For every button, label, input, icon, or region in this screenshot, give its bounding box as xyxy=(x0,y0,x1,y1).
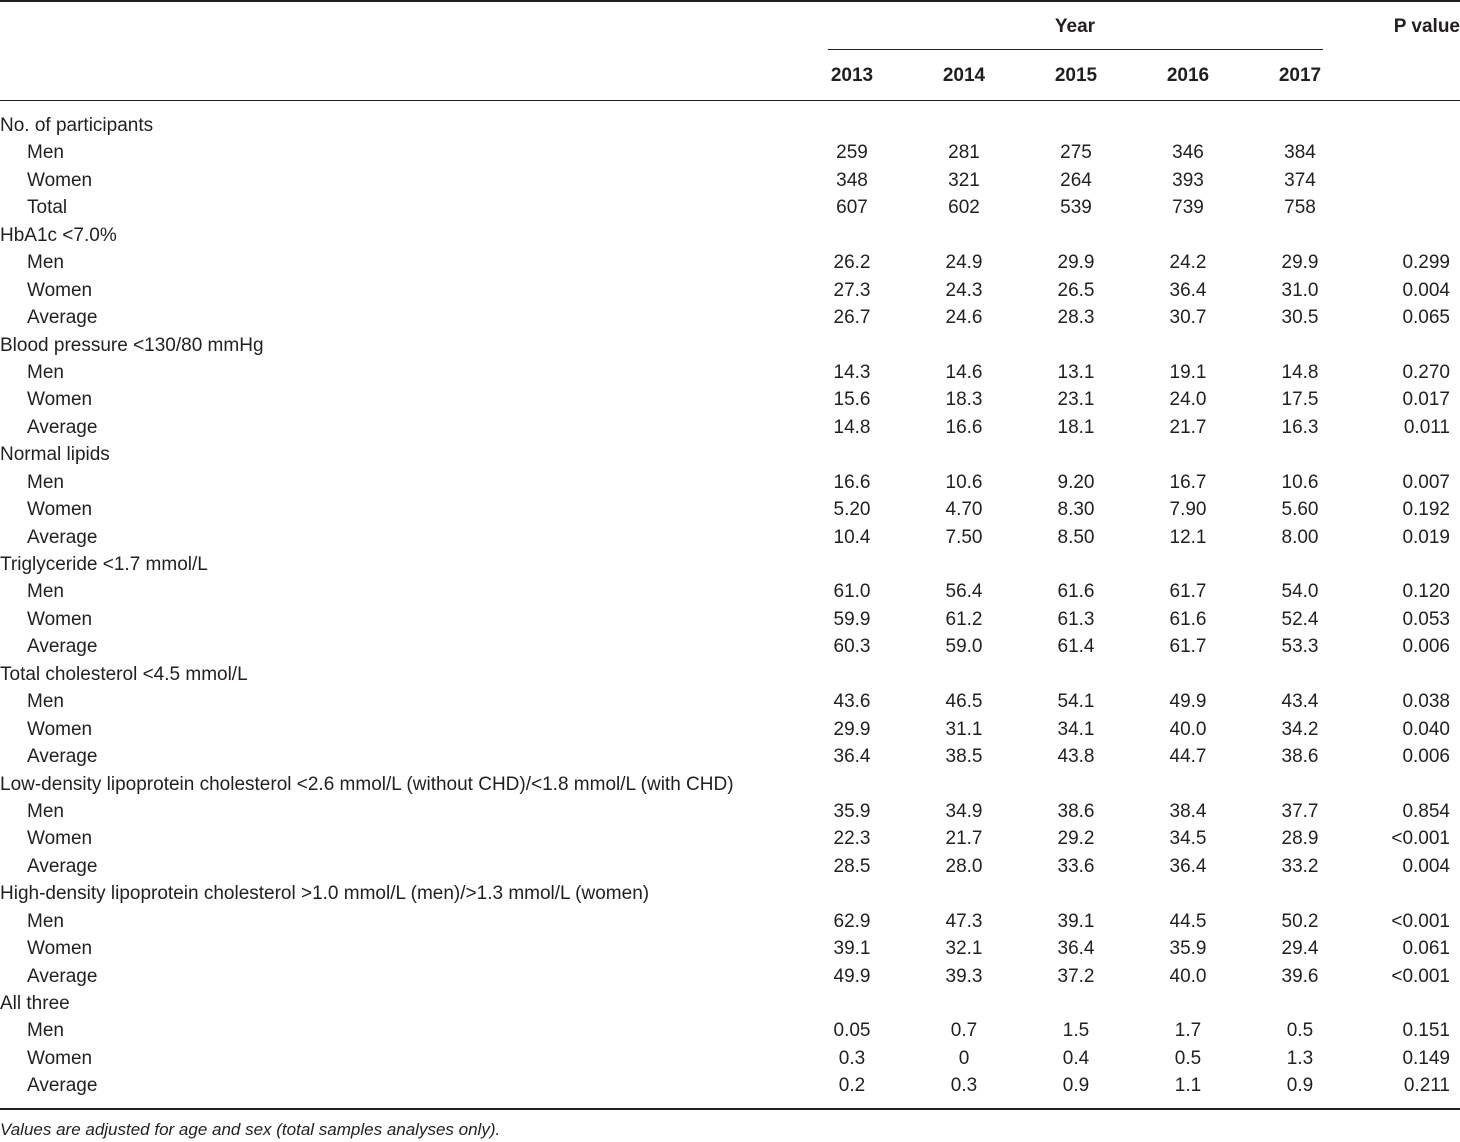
table-row xyxy=(0,716,1460,743)
cell-2016: 61.7 xyxy=(1169,636,1207,658)
cell-2014: 34.9 xyxy=(945,800,983,822)
table-row xyxy=(0,414,1460,441)
cell-2017: 28.9 xyxy=(1281,828,1319,850)
table-group-row xyxy=(0,551,1460,578)
row-label: Men xyxy=(27,1020,64,1042)
table-body xyxy=(0,112,1460,1100)
cell-2017: 53.3 xyxy=(1281,636,1319,658)
cell-2016: 1.1 xyxy=(1174,1075,1202,1097)
cell-2015: 9.20 xyxy=(1057,471,1095,493)
table-row xyxy=(0,935,1460,962)
cell-2016: 7.90 xyxy=(1169,499,1207,521)
cell-2016: 34.5 xyxy=(1169,828,1207,850)
table-row xyxy=(0,606,1460,633)
cell-2016: 21.7 xyxy=(1169,416,1207,438)
row-label: Total xyxy=(27,197,68,219)
group-label: Low-density lipoprotein cholesterol <2.6 mmol/L (without CHD)/<1.8 mmol/L (with CHD) xyxy=(0,773,734,795)
table-row xyxy=(0,304,1460,331)
cell-p-value: 0.149 xyxy=(1402,1047,1450,1069)
table-row xyxy=(0,1072,1460,1099)
cell-2017: 37.7 xyxy=(1281,800,1319,822)
cell-2013: 26.7 xyxy=(833,307,871,329)
cell-2016: 61.7 xyxy=(1169,581,1207,603)
group-label: All three xyxy=(0,993,70,1014)
cell-2016: 739 xyxy=(1172,197,1204,219)
cell-2013: 62.9 xyxy=(833,910,871,932)
cell-p-value: 0.854 xyxy=(1402,800,1450,822)
cell-2015: 1.5 xyxy=(1062,1020,1090,1042)
cell-2013: 29.9 xyxy=(833,718,871,740)
cell-2015: 26.5 xyxy=(1057,279,1095,301)
cell-2015: 13.1 xyxy=(1057,361,1095,383)
cell-2014: 47.3 xyxy=(945,910,983,932)
cell-2014: 39.3 xyxy=(945,965,983,987)
cell-p-value: 0.065 xyxy=(1402,307,1450,329)
table-row xyxy=(0,633,1460,660)
cell-2013: 0.05 xyxy=(833,1020,871,1042)
table-group-row xyxy=(0,771,1460,798)
cell-2015: 18.1 xyxy=(1057,416,1095,438)
table-row xyxy=(0,469,1460,496)
cell-2014: 16.6 xyxy=(945,416,983,438)
year-2014-header: 2014 xyxy=(942,65,986,86)
cell-p-value: <0.001 xyxy=(1391,828,1450,850)
cell-2013: 259 xyxy=(836,142,868,164)
table-row xyxy=(0,963,1460,990)
cell-2013: 348 xyxy=(836,169,868,191)
cell-2015: 8.30 xyxy=(1057,499,1095,521)
cell-p-value: 0.038 xyxy=(1402,691,1450,713)
table-row xyxy=(0,798,1460,825)
row-label: Men xyxy=(27,910,64,932)
cell-2017: 758 xyxy=(1284,197,1316,219)
group-label: Normal lipids xyxy=(0,444,110,466)
cell-2015: 54.1 xyxy=(1057,691,1095,713)
cell-p-value: 0.004 xyxy=(1402,855,1450,877)
cell-2017: 374 xyxy=(1284,169,1316,191)
table-group-row xyxy=(0,990,1460,1017)
table-row xyxy=(0,1045,1460,1072)
cell-2016: 12.1 xyxy=(1169,526,1207,548)
cell-2015: 36.4 xyxy=(1057,938,1095,960)
cell-p-value: <0.001 xyxy=(1391,965,1450,987)
cell-2014: 28.0 xyxy=(945,855,983,877)
cell-2013: 35.9 xyxy=(833,800,871,822)
cell-2017: 17.5 xyxy=(1281,389,1319,411)
year-2017-header: 2017 xyxy=(1278,65,1322,86)
cell-2014: 321 xyxy=(948,169,980,191)
cell-2013: 14.3 xyxy=(833,361,871,383)
row-label: Women xyxy=(27,1047,93,1069)
cell-2014: 0.7 xyxy=(950,1020,978,1042)
cell-2015: 33.6 xyxy=(1057,855,1095,877)
cell-2015: 29.2 xyxy=(1057,828,1095,850)
cell-2015: 37.2 xyxy=(1057,965,1095,987)
cell-2017: 10.6 xyxy=(1281,471,1319,493)
cell-2014: 24.3 xyxy=(945,279,983,301)
cell-p-value: 0.151 xyxy=(1402,1020,1450,1042)
cell-2013: 14.8 xyxy=(833,416,871,438)
cell-p-value: 0.061 xyxy=(1402,938,1450,960)
cell-p-value: 0.006 xyxy=(1402,746,1450,768)
cell-2013: 39.1 xyxy=(833,938,871,960)
cell-2016: 35.9 xyxy=(1169,938,1207,960)
cell-2013: 43.6 xyxy=(833,691,871,713)
cell-2014: 38.5 xyxy=(945,746,983,768)
cell-2015: 0.4 xyxy=(1062,1047,1090,1069)
table-row xyxy=(0,853,1460,880)
cell-2014: 21.7 xyxy=(945,828,983,850)
cell-2017: 31.0 xyxy=(1281,279,1319,301)
row-label: Average xyxy=(27,307,98,329)
cell-2014: 32.1 xyxy=(945,938,983,960)
row-label: Women xyxy=(27,169,93,191)
group-label: High-density lipoprotein cholesterol >1.0 mmol/L (men)/>1.3 mmol/L (women) xyxy=(0,883,650,905)
row-label: Average xyxy=(27,965,98,987)
cell-2016: 61.6 xyxy=(1169,608,1207,630)
table-row xyxy=(0,194,1460,221)
cell-2016: 30.7 xyxy=(1169,307,1207,329)
cell-2017: 43.4 xyxy=(1281,691,1319,713)
row-label: Men xyxy=(27,691,64,713)
cell-2014: 46.5 xyxy=(945,691,983,713)
cell-2015: 0.9 xyxy=(1062,1075,1090,1097)
cell-2016: 44.7 xyxy=(1169,746,1207,768)
table-row xyxy=(0,743,1460,770)
cell-2013: 16.6 xyxy=(833,471,871,493)
cell-2016: 19.1 xyxy=(1169,361,1207,383)
row-label: Average xyxy=(27,416,98,438)
cell-2016: 346 xyxy=(1172,142,1204,164)
cell-2016: 24.2 xyxy=(1169,252,1207,274)
cell-2017: 34.2 xyxy=(1281,718,1319,740)
cell-2013: 22.3 xyxy=(833,828,871,850)
cell-2015: 28.3 xyxy=(1057,307,1095,329)
cell-2014: 602 xyxy=(948,197,980,219)
cell-p-value: 0.017 xyxy=(1402,389,1450,411)
cell-p-value: 0.011 xyxy=(1403,416,1450,438)
row-label: Average xyxy=(27,636,98,658)
p-value-header: P value xyxy=(1393,16,1460,37)
cell-2015: 539 xyxy=(1060,197,1092,219)
cell-2015: 61.6 xyxy=(1057,581,1095,603)
cell-2013: 60.3 xyxy=(833,636,871,658)
row-label: Women xyxy=(27,828,93,850)
cell-2013: 10.4 xyxy=(833,526,871,548)
cell-2014: 14.6 xyxy=(945,361,983,383)
cell-2014: 24.6 xyxy=(945,307,983,329)
header-bottom-rule xyxy=(0,100,1460,101)
cell-2013: 0.2 xyxy=(838,1075,866,1097)
cell-2017: 50.2 xyxy=(1281,910,1319,932)
row-label: Men xyxy=(27,581,64,603)
cell-p-value: 0.120 xyxy=(1402,581,1450,603)
cell-p-value: 0.270 xyxy=(1402,361,1450,383)
cell-p-value: 0.192 xyxy=(1402,499,1450,521)
table-row xyxy=(0,496,1460,523)
table-group-row xyxy=(0,661,1460,688)
cell-2017: 8.00 xyxy=(1281,526,1319,548)
cell-2016: 24.0 xyxy=(1169,389,1207,411)
row-label: Women xyxy=(27,718,93,740)
group-label: No. of participants xyxy=(0,115,154,136)
cell-2014: 0.3 xyxy=(950,1075,978,1097)
cell-2013: 15.6 xyxy=(833,389,871,411)
cell-2015: 23.1 xyxy=(1057,389,1095,411)
cell-2014: 31.1 xyxy=(945,718,983,740)
cell-2013: 27.3 xyxy=(833,279,871,301)
cell-2013: 607 xyxy=(836,197,868,219)
table-row xyxy=(0,139,1460,166)
group-label: Total cholesterol <4.5 mmol/L xyxy=(0,663,248,685)
row-label: Men xyxy=(27,361,64,383)
cell-2017: 0.9 xyxy=(1286,1075,1314,1097)
cell-p-value: 0.019 xyxy=(1402,526,1450,548)
cell-2015: 34.1 xyxy=(1057,718,1095,740)
row-label: Men xyxy=(27,142,64,164)
row-label: Women xyxy=(27,499,93,521)
cell-2014: 10.6 xyxy=(945,471,983,493)
cell-2014: 4.70 xyxy=(945,499,983,521)
cell-2016: 1.7 xyxy=(1174,1020,1202,1042)
cell-p-value: 0.004 xyxy=(1402,279,1450,301)
cell-2016: 36.4 xyxy=(1169,279,1207,301)
cell-2016: 49.9 xyxy=(1169,691,1207,713)
cell-2013: 59.9 xyxy=(833,608,871,630)
year-2013-header: 2013 xyxy=(830,65,874,86)
row-label: Men xyxy=(27,252,64,274)
row-label: Men xyxy=(27,800,64,822)
cell-2015: 61.3 xyxy=(1057,608,1095,630)
cell-2017: 52.4 xyxy=(1281,608,1319,630)
table-row xyxy=(0,578,1460,605)
row-label: Women xyxy=(27,279,93,301)
cell-2015: 43.8 xyxy=(1057,746,1095,768)
cell-2015: 8.50 xyxy=(1057,526,1095,548)
table-row xyxy=(0,249,1460,276)
row-label: Women xyxy=(27,608,93,630)
table-group-row xyxy=(0,441,1460,468)
table-top-rule xyxy=(0,0,1460,2)
cell-p-value: 0.007 xyxy=(1402,471,1450,493)
cell-p-value: <0.001 xyxy=(1391,910,1450,932)
row-label: Average xyxy=(27,1075,98,1097)
table-row xyxy=(0,825,1460,852)
year-header: Year xyxy=(1054,16,1096,37)
table-row xyxy=(0,1017,1460,1044)
table-group-row xyxy=(0,112,1460,139)
cell-2014: 61.2 xyxy=(945,608,983,630)
cell-p-value: 0.211 xyxy=(1403,1075,1450,1097)
cell-2017: 0.5 xyxy=(1286,1020,1314,1042)
cell-2017: 54.0 xyxy=(1281,581,1319,603)
cell-2016: 40.0 xyxy=(1169,718,1207,740)
cell-2017: 33.2 xyxy=(1281,855,1319,877)
cell-2013: 28.5 xyxy=(833,855,871,877)
cell-2016: 16.7 xyxy=(1169,471,1207,493)
cell-2014: 7.50 xyxy=(945,526,983,548)
cell-p-value: 0.040 xyxy=(1402,718,1450,740)
year-spanner-rule xyxy=(828,49,1323,50)
table-row xyxy=(0,908,1460,935)
cell-2015: 39.1 xyxy=(1057,910,1095,932)
cell-2017: 30.5 xyxy=(1281,307,1319,329)
row-label: Women xyxy=(27,938,93,960)
cell-2015: 275 xyxy=(1060,142,1092,164)
cell-2017: 38.6 xyxy=(1281,746,1319,768)
cell-2015: 61.4 xyxy=(1057,636,1095,658)
table-row xyxy=(0,524,1460,551)
row-label: Average xyxy=(27,746,98,768)
cell-2017: 384 xyxy=(1284,142,1316,164)
cell-2013: 61.0 xyxy=(833,581,871,603)
table-footnote: Values are adjusted for age and sex (total samples analyses only). xyxy=(0,1120,501,1139)
group-label: Triglyceride <1.7 mmol/L xyxy=(0,554,208,575)
cell-2016: 0.5 xyxy=(1174,1047,1202,1069)
cell-p-value: 0.006 xyxy=(1402,636,1450,658)
cell-2017: 1.3 xyxy=(1286,1047,1314,1069)
cell-2013: 5.20 xyxy=(833,499,871,521)
cell-2017: 5.60 xyxy=(1281,499,1319,521)
cell-2016: 393 xyxy=(1172,169,1204,191)
table-row xyxy=(0,359,1460,386)
cell-2017: 14.8 xyxy=(1281,361,1319,383)
table-group-row xyxy=(0,332,1460,359)
group-label: Blood pressure <130/80 mmHg xyxy=(0,334,264,356)
cell-2017: 29.4 xyxy=(1281,938,1319,960)
cell-2014: 56.4 xyxy=(945,581,983,603)
table-row xyxy=(0,277,1460,304)
row-label: Men xyxy=(27,471,64,493)
cell-2013: 0.3 xyxy=(838,1047,866,1069)
cell-2016: 38.4 xyxy=(1169,800,1207,822)
cell-2017: 16.3 xyxy=(1281,416,1319,438)
year-2015-header: 2015 xyxy=(1054,65,1098,86)
table-bottom-rule xyxy=(0,1108,1460,1110)
table-row xyxy=(0,167,1460,194)
cell-2015: 38.6 xyxy=(1057,800,1095,822)
cell-2013: 36.4 xyxy=(833,746,871,768)
row-label: Average xyxy=(27,855,98,877)
table-group-row xyxy=(0,880,1460,907)
cell-p-value: 0.299 xyxy=(1402,252,1450,274)
row-label: Average xyxy=(27,526,98,548)
table-group-row xyxy=(0,222,1460,249)
row-label: Women xyxy=(27,389,93,411)
cell-2016: 36.4 xyxy=(1169,855,1207,877)
cell-p-value: 0.053 xyxy=(1402,608,1450,630)
cell-2014: 0 xyxy=(958,1047,970,1069)
cell-2015: 264 xyxy=(1060,169,1092,191)
cell-2017: 39.6 xyxy=(1281,965,1319,987)
cell-2014: 281 xyxy=(948,142,980,164)
table-row xyxy=(0,386,1460,413)
cell-2014: 24.9 xyxy=(945,252,983,274)
year-2016-header: 2016 xyxy=(1166,65,1210,86)
cell-2014: 59.0 xyxy=(945,636,983,658)
group-label: HbA1c <7.0% xyxy=(0,224,117,246)
table-row xyxy=(0,688,1460,715)
cell-2015: 29.9 xyxy=(1057,252,1095,274)
cell-2013: 26.2 xyxy=(833,252,871,274)
cell-2014: 18.3 xyxy=(945,389,983,411)
cell-2013: 49.9 xyxy=(833,965,871,987)
cell-2017: 29.9 xyxy=(1281,252,1319,274)
cell-2016: 44.5 xyxy=(1169,910,1207,932)
cell-2016: 40.0 xyxy=(1169,965,1207,987)
